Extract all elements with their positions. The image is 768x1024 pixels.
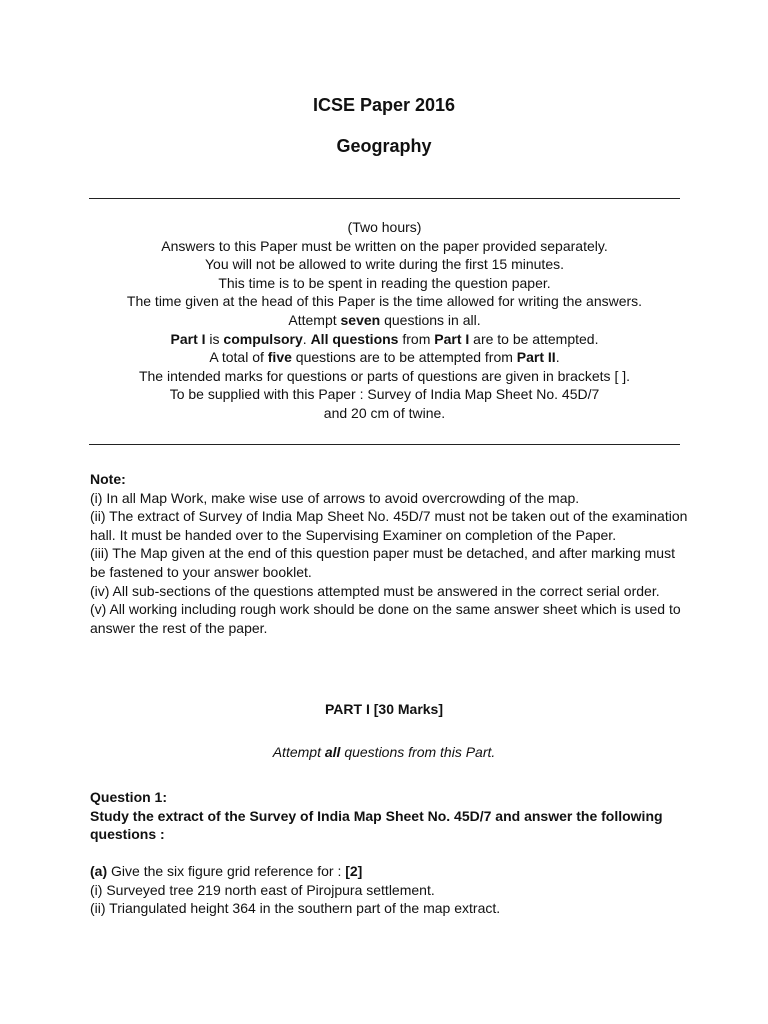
note-item: (iii) The Map given at the end of this question paper must be detached, and after marking must be fastened to your answer booklet. bbox=[90, 545, 675, 580]
question-text: Study the extract of the Survey of India Map Sheet No. 45D/7 and answer the following questions : bbox=[90, 807, 663, 843]
part-one-line: Part I is compulsory. All questions from Part I are to be attempted. bbox=[170, 330, 599, 347]
duration: (Two hours) bbox=[347, 219, 422, 235]
paper-title: ICSE Paper 2016 bbox=[312, 95, 456, 115]
instruction-line: The time given at the head of this Paper is the time allowed for writing the answers. bbox=[126, 293, 643, 310]
note-heading: Note: bbox=[90, 471, 126, 487]
note-item: (i) In all Map Work, make wise use of arrows to avoid overcrowding of the map. bbox=[90, 489, 580, 506]
part-two-line: A total of five questions are to be attempted from Part II. bbox=[209, 349, 560, 366]
marks-line: The intended marks for questions or parts of questions are given in brackets [ ]. bbox=[138, 367, 631, 384]
instructions-block bbox=[89, 218, 680, 423]
note-item: (ii) The extract of Survey of India Map Sheet No. 45D/7 must not be taken out of the examination hall. It must be handed over to the Supervising Examiner on completion of the Paper. bbox=[90, 508, 688, 543]
subquestion-item: (i) Surveyed tree 219 north east of Pirojpura settlement. bbox=[90, 881, 435, 898]
part-one-subtitle: Attempt all questions from this Part. bbox=[272, 744, 496, 760]
note-item: (v) All working including rough work should be done on the same answer sheet which is used to answer the rest of the paper. bbox=[90, 601, 681, 636]
instruction-line: Answers to this Paper must be written on the paper provided separately. bbox=[161, 237, 608, 254]
question-1a bbox=[90, 862, 690, 918]
paper-subject: Geography bbox=[336, 136, 432, 156]
supply-line: To be supplied with this Paper : Survey of India Map Sheet No. 45D/7 bbox=[169, 386, 600, 403]
note-item: (iv) All sub-sections of the questions attempted must be answered in the correct serial order. bbox=[90, 582, 660, 599]
top-divider bbox=[89, 198, 680, 199]
subquestion-item: (ii) Triangulated height 364 in the southern part of the map extract. bbox=[90, 900, 501, 917]
note-section bbox=[90, 470, 690, 637]
bottom-divider bbox=[89, 444, 680, 445]
subquestion-a: (a) Give the six figure grid reference for : [2] bbox=[90, 863, 363, 879]
supply-line: and 20 cm of twine. bbox=[323, 404, 446, 421]
instruction-line: You will not be allowed to write during the first 15 minutes. bbox=[204, 256, 564, 273]
attempt-line: Attempt seven questions in all. bbox=[288, 311, 481, 328]
instruction-line: This time is to be spent in reading the question paper. bbox=[218, 274, 551, 291]
question-label: Question 1: bbox=[90, 789, 168, 805]
question-1-header bbox=[90, 788, 690, 844]
part-one-title: PART I [30 Marks] bbox=[325, 701, 443, 717]
